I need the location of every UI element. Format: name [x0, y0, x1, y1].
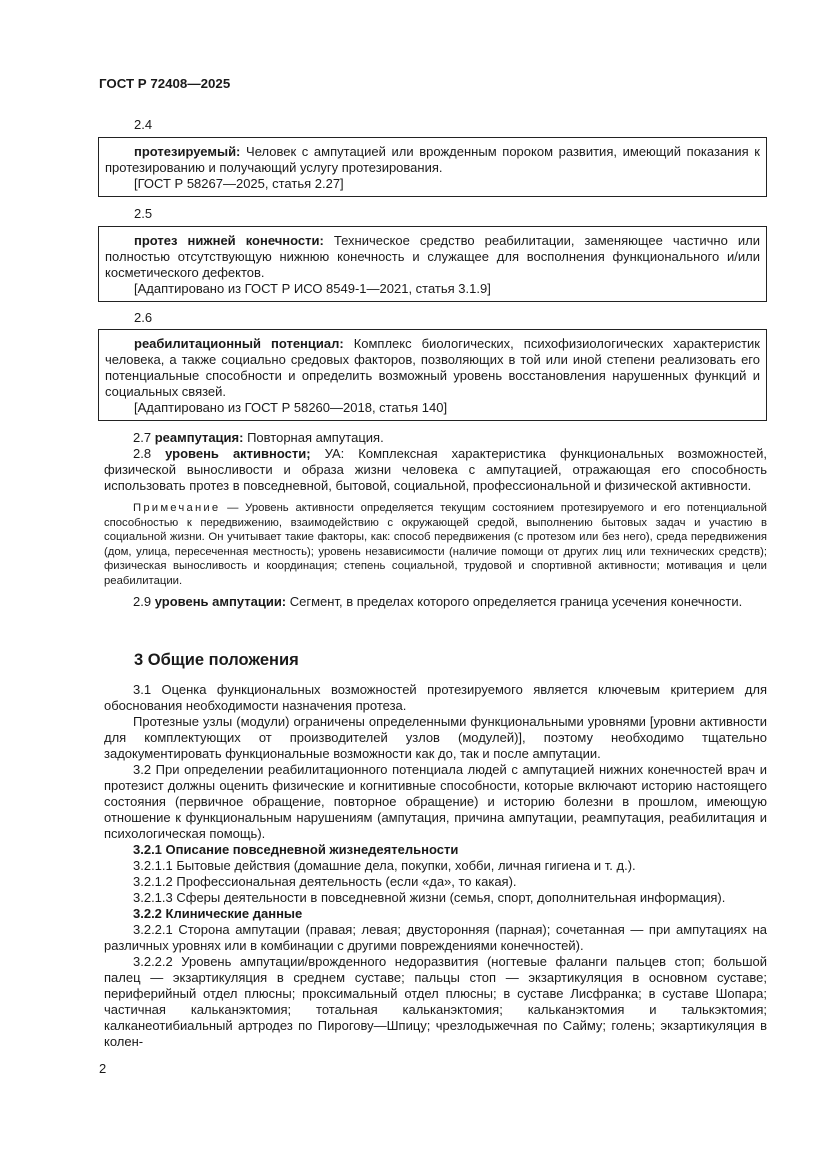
entry-number: 2.5 [134, 206, 153, 221]
term-source: [Адаптировано из ГОСТ Р ИСО 8549-1—2021, статья 3.1.9] [134, 281, 491, 296]
entry-number: 2.8 [133, 446, 152, 461]
note-label: Примечание [133, 502, 221, 514]
term: уровень активности; [165, 446, 311, 461]
term: уровень ампутации: [154, 593, 287, 609]
paragraph: 3.1 Оценка функциональных возможностей протезируемого является ключевым критерием для обоснования необходимости назначения протеза. [104, 682, 767, 713]
term-box-2-4 [98, 137, 767, 197]
term: протезируемый: [134, 144, 241, 159]
term: реабилитационный потенциал: [134, 336, 344, 351]
section-body [104, 682, 767, 1050]
paragraph: Протезные узлы (модули) ограничены определенными функциональными уровнями [уровни активности для комплектующих от производителей узлов (модулей)], поэтому необходимо тщательно задокументировать функциональные возможности как до, так и после ампутации. [104, 714, 767, 761]
entry-number: 2.7 [133, 430, 152, 445]
note-text: — Уровень активности определяется текущим состоянием протезируемого и его потенциальной способностью к передвижению, взаимодействию с окружающей средой, выполнению бытовых задач и участию в социальной жизни. Он учитывает такие факторы, как: способ передвижения (с протезом или без него), среда передвижения (дом, улица, пересеченная местность); уровень независимости (наличие помощи от других лиц или технических средств); физическая выносливость и координация; степень социальной, трудовой и спортивной активности; мотивация и цели реабилитации. [104, 502, 767, 587]
term-source: [Адаптировано из ГОСТ Р 58260—2018, статья 140] [134, 400, 448, 415]
term-definition: Повторная ампутация. [243, 430, 384, 445]
entry-number: 2.4 [134, 117, 153, 132]
term: протез нижней конечности: [134, 233, 324, 248]
page-number: 2 [99, 1061, 107, 1076]
term-definition: Техническое средство реабилитации, заменяющее частично или полностью отсутствующую нижнюю конечность и служащее для восполнения функционального и/или косметического дефектов. [105, 233, 760, 280]
term: реампутация: [154, 430, 244, 445]
term-source: [ГОСТ Р 58267—2025, статья 2.27] [134, 176, 344, 191]
subsection-heading: 3.2.2 Клинические данные [133, 906, 303, 921]
note [104, 501, 767, 589]
term-definition: Человек с ампутацией или врожденным пороком развития, имеющий показания к протезированию и получающий услугу протезирования. [105, 144, 760, 175]
section-title: 3 Общие положения [134, 651, 299, 669]
paragraph: 3.2.2.1 Сторона ампутации (правая; левая; двусторонняя (парная); сочетанная — при ампутациях на различных уровнях или в комбинации с другими повреждениями конечностей). [104, 922, 767, 953]
term-box-2-5 [98, 226, 767, 302]
entry-number: 2.9 [133, 593, 152, 609]
paragraph: 3.2 При определении реабилитационного потенциала людей с ампутацией нижних конечностей врач и протезист должны оценить физические и когнитивные способности, которые включают историю настоящего состояния (первичное обращение, повторное обращение) и историю болезни в прошлом, имеющую отношение к функциональным нарушениям (ампутация, причина ампутации, реампутация, реабилитация и психологическая помощь). [104, 762, 767, 841]
term-definition: Комплекс биологических, психофизиологических характеристик человека, а также социально средовых факторов, позволяющих в той или иной степени реализовать его потенциальные способности и определить возможный уровень восстановления нарушенных функций и социальных связей. [105, 336, 760, 399]
document-header: ГОСТ Р 72408—2025 [99, 76, 231, 91]
subsection-heading: 3.2.1 Описание повседневной жизнедеятельности [133, 842, 459, 857]
paragraph: 3.2.1.3 Сферы деятельности в повседневной жизни (семья, спорт, дополнительная информация). [133, 890, 726, 905]
term-definition: Сегмент, в пределах которого определяется граница усечения конечности. [286, 593, 743, 609]
paragraph: 3.2.1.1 Бытовые действия (домашние дела, покупки, хобби, личная гигиена и т. д.). [133, 858, 636, 873]
term-box-2-6 [98, 329, 767, 421]
entry-number: 2.6 [134, 310, 153, 325]
paragraph: 3.2.2.2 Уровень ампутации/врожденного недоразвития (ногтевые фаланги пальцев стоп; большой палец — экзартикуляция в среднем суставе; пальцы стоп — экзартикуляция в основном суставе; периферийный отдел плюсны; проксимальный отдел плюсны; в суставе Лисфранка; в суставе Шопара; частичная кальканэктомия; тотальная кальканэктомия; кальканэктомия и талькэктомия; калканеотибиальный артродез по Пирогову—Шпицу; чрезлодыжечная по Сайму; голень; экзартикуляция в колен- [104, 954, 767, 1049]
term-definition: УА: Комплексная характеристика функциональных возможностей, физической выносливости и образа жизни человека с ампутацией, отражающая его способность использовать протез в повседневной, бытовой, социальной, профессиональной и физической активности. [104, 446, 767, 493]
definitions-block [104, 430, 767, 610]
paragraph: 3.2.1.2 Профессиональная деятельность (если «да», то какая). [133, 874, 517, 889]
